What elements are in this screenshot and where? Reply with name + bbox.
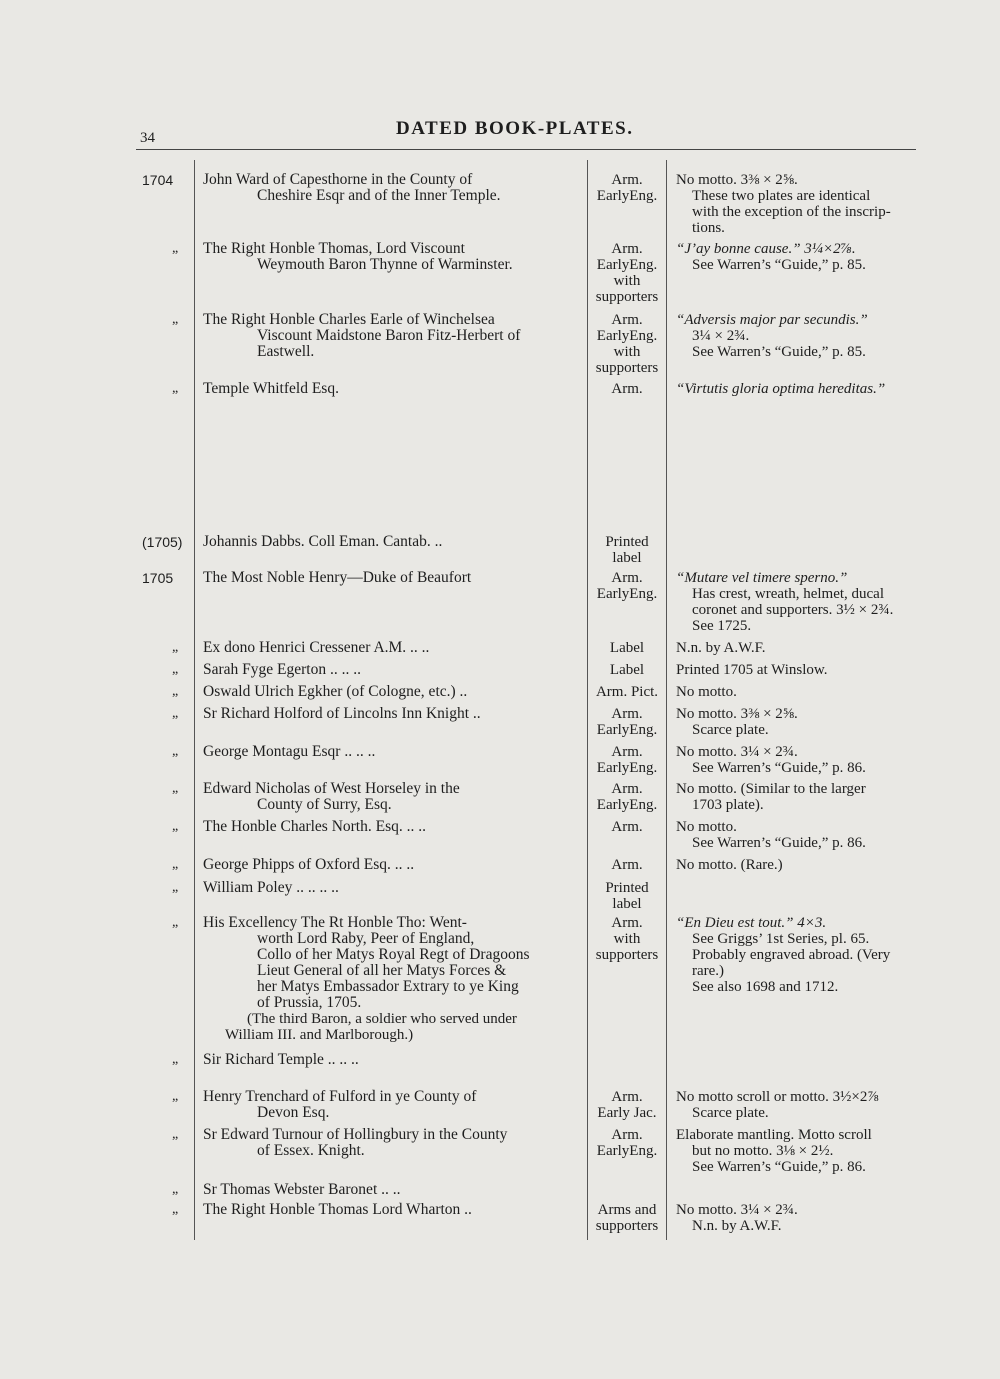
entry-remarks bbox=[676, 744, 932, 776]
owner-line: The Right Honble Thomas, Lord Viscount bbox=[203, 240, 465, 257]
entry-remarks bbox=[676, 381, 932, 397]
entry-remarks bbox=[676, 819, 932, 851]
remark-line: No motto. (Similar to the larger bbox=[676, 781, 866, 797]
entry-style bbox=[588, 312, 666, 376]
owner-line: Sr Thomas Webster Baronet .. .. bbox=[203, 1181, 401, 1198]
remark-line: “Adversis major par secundis.” bbox=[676, 312, 868, 328]
entry-year: (1705) bbox=[142, 534, 183, 550]
running-head: DATED BOOK-PLATES. bbox=[396, 118, 634, 139]
entry-owner bbox=[203, 534, 581, 550]
remark-line: No motto scroll or motto. 3½×2⅞ bbox=[676, 1089, 879, 1105]
style-line: Arm. Pict. bbox=[595, 684, 659, 700]
column-rule-style bbox=[666, 160, 667, 1240]
entry-owner bbox=[203, 1127, 581, 1159]
remark-line: 1703 plate). bbox=[692, 797, 764, 813]
entry-style bbox=[588, 880, 666, 912]
style-line: EarlyEng. bbox=[596, 188, 658, 204]
owner-line: His Excellency The Rt Honble Tho: Went- bbox=[203, 914, 467, 931]
style-line: Arm. bbox=[611, 570, 643, 586]
entry-year: „ bbox=[172, 781, 179, 796]
style-line: Arm. bbox=[611, 915, 643, 931]
remark-line: Has crest, wreath, helmet, ducal bbox=[692, 586, 885, 602]
remark-line: N.n. by A.W.F. bbox=[692, 1218, 782, 1234]
entry-style bbox=[588, 1127, 666, 1159]
remark-line: No motto. (Rare.) bbox=[676, 857, 783, 873]
entry-remarks bbox=[676, 1202, 932, 1234]
style-line: Arm. bbox=[611, 857, 643, 873]
style-line: supporters bbox=[595, 289, 659, 305]
entry-owner bbox=[203, 857, 581, 873]
remark-line: No motto. 3¼ × 2¾. bbox=[676, 1202, 798, 1218]
remark-line: Elaborate mantling. Motto scroll bbox=[676, 1127, 872, 1143]
style-line: Arm. bbox=[611, 172, 643, 188]
entry-style bbox=[588, 640, 666, 656]
entry-remarks bbox=[676, 857, 932, 873]
header-rule bbox=[136, 149, 916, 150]
entry-owner bbox=[203, 781, 581, 813]
owner-line: Lieut General of all her Matys Forces & bbox=[257, 962, 507, 979]
owner-line: Ex dono Henrici Cressener A.M. .. .. bbox=[203, 639, 430, 656]
entry-year: „ bbox=[172, 381, 179, 396]
remark-line: Printed 1705 at Winslow. bbox=[676, 662, 828, 678]
style-line: supporters bbox=[595, 1218, 659, 1234]
entry-style bbox=[588, 1089, 666, 1121]
owner-line: The Most Noble Henry—Duke of Beaufort bbox=[203, 569, 472, 586]
entry-remarks bbox=[676, 706, 932, 738]
entry-year: „ bbox=[172, 312, 179, 327]
remark-line: Scarce plate. bbox=[692, 722, 769, 738]
entry-year: „ bbox=[172, 684, 179, 699]
page-number: 34 bbox=[140, 130, 155, 146]
style-line: Arm. bbox=[611, 1127, 643, 1143]
entry-remarks bbox=[676, 1127, 932, 1175]
entry-style bbox=[588, 534, 666, 566]
entry-remarks bbox=[676, 662, 932, 678]
owner-note: William III. and Marlborough.) bbox=[225, 1027, 414, 1043]
owner-line: County of Surry, Esq. bbox=[257, 796, 392, 813]
style-line: Arm. bbox=[611, 744, 643, 760]
style-line: Arm. bbox=[611, 781, 643, 797]
entry-year: „ bbox=[172, 1089, 179, 1104]
style-line: EarlyEng. bbox=[596, 722, 658, 738]
style-line: Early Jac. bbox=[597, 1105, 657, 1121]
remark-line: No motto. bbox=[676, 819, 737, 835]
style-line: with bbox=[613, 273, 641, 289]
style-line: supporters bbox=[595, 947, 659, 963]
entry-owner bbox=[203, 381, 581, 397]
entry-year: „ bbox=[172, 880, 179, 895]
entry-owner bbox=[203, 1182, 581, 1198]
style-line: Printed bbox=[605, 534, 649, 550]
remark-line: See Warren’s “Guide,” p. 85. bbox=[692, 344, 866, 360]
owner-line: Temple Whitfeld Esq. bbox=[203, 380, 339, 397]
style-line: EarlyEng. bbox=[596, 797, 658, 813]
style-line: EarlyEng. bbox=[596, 1143, 658, 1159]
entry-year: „ bbox=[172, 819, 179, 834]
remark-line: coronet and supporters. 3½ × 2¾. bbox=[692, 602, 894, 618]
entry-owner bbox=[203, 312, 581, 360]
remark-line: “Virtutis gloria optima hereditas.” bbox=[676, 381, 886, 397]
entry-style bbox=[588, 684, 666, 700]
entry-owner bbox=[203, 819, 581, 835]
entry-owner bbox=[203, 662, 581, 678]
owner-line: Sr Edward Turnour of Hollingbury in the County bbox=[203, 1126, 508, 1143]
entry-style bbox=[588, 744, 666, 776]
owner-line: George Phipps of Oxford Esq. .. .. bbox=[203, 856, 415, 873]
style-line: Printed bbox=[605, 880, 649, 896]
style-line: EarlyEng. bbox=[596, 586, 658, 602]
entry-style bbox=[588, 172, 666, 204]
owner-line: George Montagu Esqr .. .. .. bbox=[203, 743, 376, 760]
remark-line: See Warren’s “Guide,” p. 86. bbox=[692, 835, 866, 851]
entry-owner bbox=[203, 241, 581, 273]
remark-line: See Griggs’ 1st Series, pl. 65. bbox=[692, 931, 870, 947]
remark-line: “J’ay bonne cause.” 3¼×2⅞. bbox=[676, 241, 856, 257]
entry-year: „ bbox=[172, 744, 179, 759]
entry-year: „ bbox=[172, 706, 179, 721]
owner-line: William Poley .. .. .. .. bbox=[203, 879, 339, 896]
owner-line: Edward Nicholas of West Horseley in the bbox=[203, 780, 460, 797]
owner-line: Oswald Ulrich Egkher (of Cologne, etc.) .. bbox=[203, 683, 468, 700]
entry-owner bbox=[203, 684, 581, 700]
remark-line: 3¼ × 2¾. bbox=[692, 328, 750, 344]
entry-owner bbox=[203, 1202, 581, 1218]
remark-line: See 1725. bbox=[692, 618, 752, 634]
remark-line: Scarce plate. bbox=[692, 1105, 769, 1121]
owner-line: Eastwell. bbox=[257, 343, 315, 360]
style-line: label bbox=[612, 896, 642, 912]
owner-line: Sir Richard Temple .. .. .. bbox=[203, 1051, 359, 1068]
entry-remarks bbox=[676, 1089, 932, 1121]
style-line: Label bbox=[609, 640, 645, 656]
entry-style bbox=[588, 241, 666, 305]
remark-line: but no motto. 3⅛ × 2½. bbox=[692, 1143, 834, 1159]
remark-line: See Warren’s “Guide,” p. 86. bbox=[692, 760, 866, 776]
entry-remarks bbox=[676, 241, 932, 273]
style-line: label bbox=[612, 550, 642, 566]
entry-remarks bbox=[676, 781, 932, 813]
remark-line: See Warren’s “Guide,” p. 85. bbox=[692, 257, 866, 273]
entry-style bbox=[588, 857, 666, 873]
owner-line: John Ward of Capesthorne in the County of bbox=[203, 171, 473, 188]
style-line: EarlyEng. bbox=[596, 257, 658, 273]
remark-line: with the exception of the inscrip- bbox=[692, 204, 891, 220]
remark-line: No motto. bbox=[676, 684, 737, 700]
style-line: Label bbox=[609, 662, 645, 678]
entry-style bbox=[588, 781, 666, 813]
style-line: supporters bbox=[595, 360, 659, 376]
entry-style bbox=[588, 915, 666, 963]
entry-remarks bbox=[676, 640, 932, 656]
owner-line: her Matys Embassador Extrary to ye King bbox=[257, 978, 519, 995]
owner-line: Cheshire Esqr and of the Inner Temple. bbox=[257, 187, 501, 204]
style-line: Arm. bbox=[611, 706, 643, 722]
owner-line: worth Lord Raby, Peer of England, bbox=[257, 930, 475, 947]
remark-line: See Warren’s “Guide,” p. 86. bbox=[692, 1159, 866, 1175]
remark-line: No motto. 3⅜ × 2⅝. bbox=[676, 706, 798, 722]
entry-owner bbox=[203, 880, 581, 896]
entry-owner bbox=[203, 172, 581, 204]
owner-line: Weymouth Baron Thynne of Warminster. bbox=[257, 256, 513, 273]
entry-year: „ bbox=[172, 241, 179, 256]
entry-owner bbox=[203, 1089, 581, 1121]
remark-line: “Mutare vel timere sperno.” bbox=[676, 570, 848, 586]
entry-remarks bbox=[676, 312, 932, 360]
remark-line: See also 1698 and 1712. bbox=[692, 979, 839, 995]
entry-owner bbox=[203, 1052, 581, 1068]
entry-remarks bbox=[676, 172, 932, 236]
entry-owner bbox=[203, 570, 581, 586]
style-line: Arm. bbox=[611, 241, 643, 257]
remark-line: tions. bbox=[692, 220, 725, 236]
entry-year: „ bbox=[172, 1182, 179, 1197]
entry-owner bbox=[203, 744, 581, 760]
owner-line: Sarah Fyge Egerton .. .. .. bbox=[203, 661, 361, 678]
entry-style bbox=[588, 1202, 666, 1234]
entry-style bbox=[588, 819, 666, 835]
entry-year: 1705 bbox=[142, 570, 174, 586]
entry-year: „ bbox=[172, 640, 179, 655]
owner-line: Collo of her Matys Royal Regt of Dragoons bbox=[257, 946, 530, 963]
style-line: with bbox=[613, 931, 641, 947]
entry-remarks bbox=[676, 915, 932, 995]
style-line: EarlyEng. bbox=[596, 760, 658, 776]
entry-year: 1704 bbox=[142, 172, 174, 188]
style-line: Arms and bbox=[597, 1202, 657, 1218]
entry-year: „ bbox=[172, 915, 179, 930]
style-line: with bbox=[613, 344, 641, 360]
entry-style bbox=[588, 381, 666, 397]
entry-year: „ bbox=[172, 1052, 179, 1067]
style-line: Arm. bbox=[611, 312, 643, 328]
remark-line: “En Dieu est tout.” 4×3. bbox=[676, 915, 827, 931]
remark-line: N.n. by A.W.F. bbox=[676, 640, 766, 656]
owner-line: Johannis Dabbs. Coll Eman. Cantab. .. bbox=[203, 533, 443, 550]
owner-note: (The third Baron, a soldier who served under bbox=[247, 1011, 517, 1027]
owner-line: The Right Honble Thomas Lord Wharton .. bbox=[203, 1201, 472, 1218]
entry-style bbox=[588, 706, 666, 738]
style-line: Arm. bbox=[611, 819, 643, 835]
style-line: EarlyEng. bbox=[596, 328, 658, 344]
owner-line: The Right Honble Charles Earle of Winchelsea bbox=[203, 311, 495, 328]
entry-owner bbox=[203, 915, 581, 1043]
remark-line: No motto. 3⅜ × 2⅝. bbox=[676, 172, 798, 188]
owner-line: of Essex. Knight. bbox=[257, 1142, 365, 1159]
entry-year: „ bbox=[172, 662, 179, 677]
style-line: Arm. bbox=[611, 1089, 643, 1105]
style-line: Arm. bbox=[611, 381, 643, 397]
entry-style bbox=[588, 570, 666, 602]
entry-style bbox=[588, 662, 666, 678]
remark-line: These two plates are identical bbox=[692, 188, 871, 204]
entry-remarks bbox=[676, 684, 932, 700]
owner-line: The Honble Charles North. Esq. .. .. bbox=[203, 818, 426, 835]
remark-line: Probably engraved abroad. (Very bbox=[692, 947, 891, 963]
entry-year: „ bbox=[172, 1202, 179, 1217]
owner-line: Henry Trenchard of Fulford in ye County of bbox=[203, 1088, 477, 1105]
entry-remarks bbox=[676, 570, 932, 634]
remark-line: No motto. 3¼ × 2¾. bbox=[676, 744, 798, 760]
entry-year: „ bbox=[172, 1127, 179, 1142]
owner-line: Devon Esq. bbox=[257, 1104, 330, 1121]
entry-owner bbox=[203, 640, 581, 656]
owner-line: Viscount Maidstone Baron Fitz-Herbert of bbox=[257, 327, 521, 344]
entry-owner bbox=[203, 706, 581, 722]
entry-year: „ bbox=[172, 857, 179, 872]
remark-line: rare.) bbox=[692, 963, 725, 979]
owner-line: Sr Richard Holford of Lincolns Inn Knight .. bbox=[203, 705, 481, 722]
owner-line: of Prussia, 1705. bbox=[257, 994, 362, 1011]
